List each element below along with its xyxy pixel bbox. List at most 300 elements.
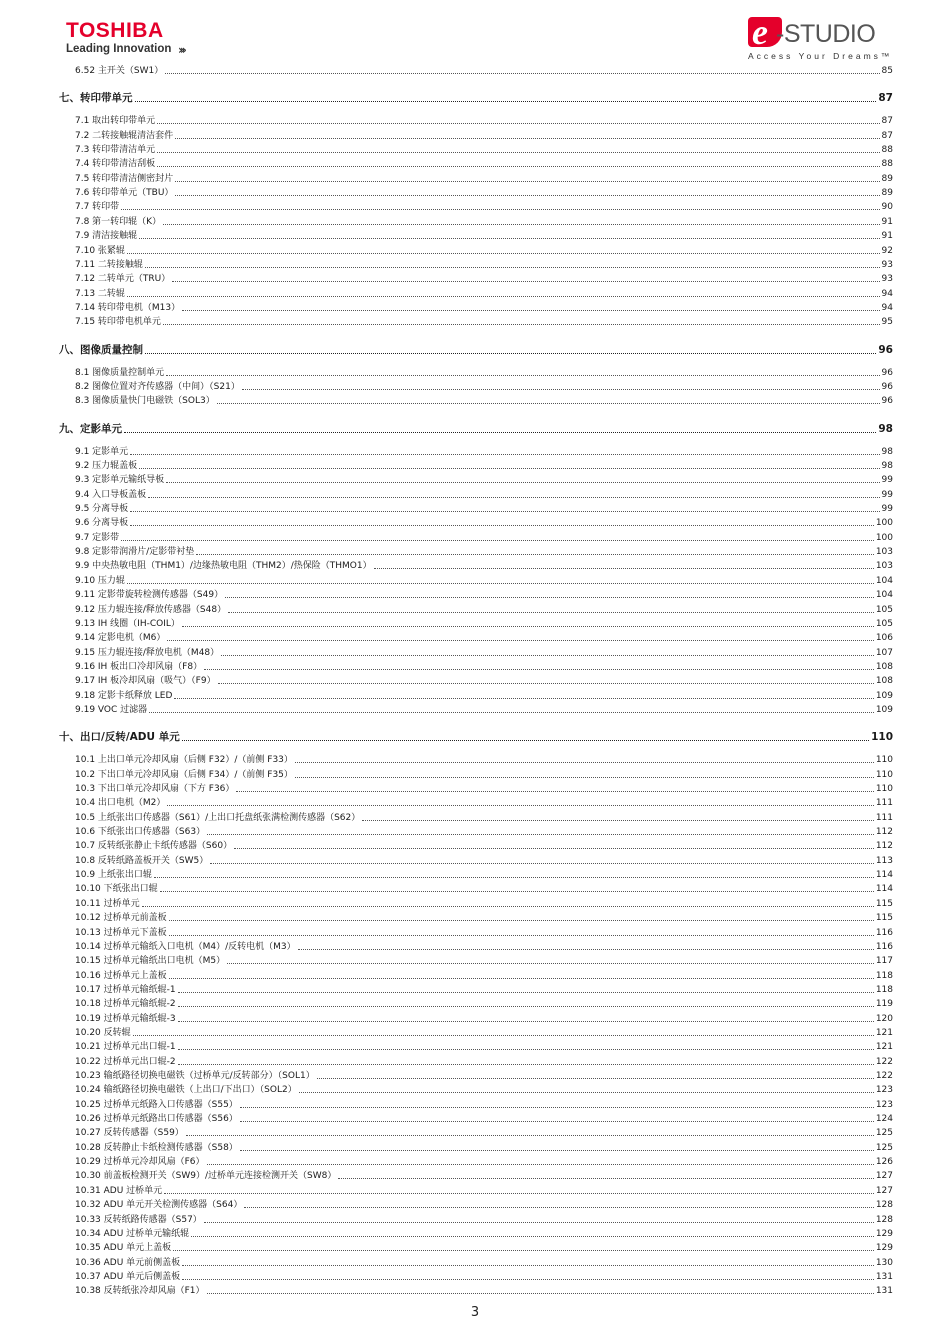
toc-entry[interactable] [75,115,893,127]
toc-entry-page: 111 [875,798,893,809]
toc-entry-page: 108 [875,661,893,672]
toc-dot-leader [186,1135,874,1136]
toc-entry[interactable] [75,955,893,967]
toc-entry-label: 8.2 图像位置对齐传感器（中间）（S21） [75,381,240,392]
toc-dot-leader [163,324,880,325]
toc-entry-label: 10.35 ADU 单元上盖板 [75,1243,172,1254]
toc-entry-page: 109 [875,704,893,715]
toc-entry-page: 116 [875,927,893,938]
tagline-arrows-icon: ››› [178,43,184,57]
toc-entry-page: 110 [871,731,893,744]
page-header [0,0,950,64]
toc-dot-leader [127,296,880,297]
toc-entry-label: 10.23 输纸路径切换电磁铁（过桥单元/反转部分）（SOL1） [75,1071,315,1081]
toc-entry-page: 87 [881,116,893,127]
toc-entry-label: 10.11 过桥单元 [75,898,140,909]
toc-entry-label: 9.9 中央热敏电阻（THM1）/边缘热敏电阻（THM2）/热保险（THMO1） [75,561,372,572]
toc-dot-leader [139,238,879,239]
toc-entry-page: 129 [875,1228,893,1239]
toc-dot-leader [178,1064,874,1065]
toc-entry[interactable] [75,517,893,529]
toc-dot-leader [234,848,874,849]
toc-dot-leader [295,777,874,778]
toc-dot-leader [148,497,879,498]
toc-dot-leader [228,612,874,613]
toc-entry[interactable] [75,1271,893,1283]
toc-dot-leader [182,1265,874,1266]
toc-entry-page: 130 [875,1257,893,1268]
toc-entry[interactable] [75,144,893,156]
toc-entry-page: 129 [875,1243,893,1254]
toc-dot-leader [169,935,874,936]
toc-dot-leader [362,820,874,821]
toc-entry-label: 10.31 ADU 过桥单元 [75,1185,163,1196]
toc-entry-label: 10.27 反转传感器（S59） [75,1128,184,1139]
toc-entry-label: 七、转印带单元 [59,92,133,105]
toc-entry-page: 115 [875,913,893,924]
toc-entry-page: 114 [875,884,893,895]
toc-dot-leader [157,166,879,167]
toc-entry[interactable] [75,1099,893,1111]
toc-dot-leader [218,683,874,684]
toc-dot-leader [154,877,874,878]
toc-entry-label: 10.37 ADU 单元后侧盖板 [75,1271,181,1282]
toc-entry-label: 7.10 张紧辊 [75,245,125,256]
toc-entry-label: 9.12 压力辊连接/释放传感器（S48） [75,604,227,615]
toc-entry[interactable] [75,173,893,185]
toc-entry-label: 9.17 IH 板冷却风扇（吸气）（F9） [75,676,216,687]
toc-entry-page: 119 [875,999,893,1010]
toc-entry-label: 10.21 过桥单元出口辊-1 [75,1042,176,1053]
toc-entry-page: 123 [875,1099,893,1110]
toc-dot-leader [191,1236,874,1237]
toc-entry[interactable] [75,1041,893,1053]
toc-entry-page: 124 [875,1114,893,1125]
toc-entry-page: 90 [881,202,893,213]
toc-entry-label: 7.7 转印带 [75,202,120,213]
toc-entry-label: 10.12 过桥单元前盖板 [75,913,167,924]
toc-entry-label: 9.7 定影带 [75,532,120,543]
toc-entry[interactable] [75,647,893,659]
toc-entry-page: 93 [881,274,893,285]
toc-entry[interactable] [75,941,893,953]
toc-entry-label: 7.2 二转接触辊清洁套件 [75,130,174,141]
toc-entry[interactable] [75,316,893,328]
toc-entry-page: 110 [875,769,893,780]
toc-entry-page: 128 [875,1200,893,1211]
toc-entry-page: 128 [875,1214,893,1225]
toc-dot-leader [172,281,879,282]
toc-entry-page: 99 [881,489,893,500]
toc-entry[interactable] [75,632,893,644]
toc-entry-page: 87 [878,92,893,105]
toc-entry[interactable] [75,1056,893,1068]
toc-entry[interactable] [75,1127,893,1139]
toc-entry-page: 89 [881,173,893,184]
toc-entry-label: 10.25 过桥单元纸路入口传感器（S55） [75,1099,238,1110]
toc-entry-page: 109 [875,690,893,701]
toc-entry-page: 121 [875,1027,893,1038]
toc-entry-label: 9.11 定影带旋转检测传感器（S49） [75,590,224,601]
toc-entry-label: 10.3 下出口单元冷却风扇（下方 F36） [75,784,235,794]
toc-dot-leader [374,568,874,569]
toc-entry-label: 9.16 IH 板出口冷却风扇（F8） [75,661,203,672]
toc-dot-leader [182,310,879,311]
toc-entry[interactable] [75,1199,893,1211]
toc-entry-label: 7.3 转印带清洁单元 [75,145,156,156]
toc-entry[interactable] [75,381,893,393]
toc-entry-page: 107 [875,647,893,658]
toc-dot-leader [127,583,874,584]
toc-entry-page: 95 [881,317,893,328]
toc-entry-label: 9.10 压力辊 [75,575,125,586]
toc-dot-leader [221,655,874,656]
toc-entry[interactable] [75,927,893,939]
toc-entry[interactable] [75,675,893,687]
toc-entry[interactable] [75,1257,893,1269]
toc-entry-label: 9.3 定影单元输纸导板 [75,475,165,486]
toc-section-heading[interactable] [59,422,893,436]
toc-entry-page: 126 [875,1157,893,1168]
toc-entry-label: 10.15 过桥单元输纸出口电机（M5） [75,956,226,967]
toc-entry-label: 10.19 过桥单元输纸辊-3 [75,1013,176,1024]
toc-entry[interactable] [75,302,893,314]
toc-entry[interactable] [75,1142,893,1154]
toc-entry-page: 98 [881,446,893,457]
toc-entry[interactable] [75,589,893,601]
toc-entry[interactable] [75,201,893,213]
toc-dot-leader [167,640,873,641]
toc-entry-label: 7.6 转印带单元（TBU） [75,188,174,199]
toc-dot-leader [166,482,879,483]
toc-entry-page: 103 [875,547,893,558]
toc-entry-page: 89 [881,188,893,199]
toc-entry-page: 94 [881,302,893,313]
toc-dot-leader [227,963,874,964]
toc-dot-leader [338,1178,873,1179]
toc-dot-leader [182,1279,874,1280]
toc-dot-leader [207,1164,874,1165]
toc-dot-leader [169,920,874,921]
toc-entry[interactable] [75,840,893,852]
toc-entry-label: 8.3 图像质量快门电磁铁（SOL3） [75,396,215,407]
toc-entry[interactable] [75,618,893,630]
toc-entry[interactable] [75,1228,893,1240]
toc-entry-page: 120 [875,1013,893,1024]
toc-entry-label: 9.2 压力辊盖板 [75,461,138,471]
toc-dot-leader [175,195,879,196]
toc-entry-label: 10.20 反转辊 [75,1027,131,1038]
toc-entry-label: 10.5 上纸张出口传感器（S61）/上出口托盘纸张满检测传感器（S62） [75,812,361,823]
toc-dot-leader [178,1006,874,1007]
estudio-e-mark: e [752,12,768,52]
toc-entry-label: 10.13 过桥单元下盖板 [75,927,167,938]
toc-section-heading[interactable] [59,343,893,357]
toc-entry-label: 7.13 二转辊 [75,288,125,299]
toc-dot-leader [149,712,874,713]
toc-entry-page: 96 [878,343,893,356]
toc-entry[interactable] [75,460,893,472]
toc-entry[interactable] [75,273,893,285]
toc-entry-label: 7.14 转印带电机（M13） [75,302,181,313]
toc-section-heading[interactable] [59,91,893,105]
toc-entry-page: 122 [875,1056,893,1067]
estudio-logo-text: -STUDIO [776,20,876,48]
toshiba-logo: TOSHIBA [66,19,164,42]
toc-entry-label: 10.7 反转纸张静止卡纸传感器（S60） [75,841,233,852]
product-slogan: Access Your Dreams™ [748,51,893,61]
toc-dot-leader [157,123,879,124]
toc-dot-leader [169,978,874,979]
toc-entry[interactable] [75,855,893,867]
toc-dot-leader [157,152,879,153]
toc-entry[interactable] [75,187,893,199]
toc-entry-page: 114 [875,870,893,881]
toc-dot-leader [317,1078,874,1079]
toc-entry[interactable] [75,883,893,895]
toc-entry-label: 9.18 定影卡纸释放 LED [75,690,173,701]
toc-entry[interactable] [75,489,893,501]
toc-entry[interactable] [75,367,893,379]
toc-entry-label: 10.10 下纸张出口辊 [75,884,158,895]
toc-entry[interactable] [75,288,893,300]
toc-entry[interactable] [75,604,893,616]
toc-entry-page: 85 [881,66,893,76]
toc-entry-label: 九、定影单元 [59,422,122,435]
toc-dot-leader [182,626,874,627]
toc-entry[interactable] [75,783,893,795]
page-number: 3 [470,1305,480,1320]
toc-entry-page: 100 [875,532,893,543]
toc-entry[interactable] [75,1156,893,1168]
toc-entry-label: 10.18 过桥单元输纸辊-2 [75,999,176,1010]
toc-dot-leader [207,1293,874,1294]
toc-entry-label: 9.1 定影单元 [75,446,129,457]
toc-entry-label: 10.9 上纸张出口辊 [75,870,152,881]
toc-entry[interactable] [75,1170,893,1182]
toc-entry-label: 9.13 IH 线圈（IH-COIL） [75,618,180,629]
toc-entry-page: 121 [875,1042,893,1053]
toc-dot-leader [178,992,874,993]
toc-entry[interactable] [75,259,893,271]
toc-dot-leader [242,389,880,390]
toc-entry-label: 10.26 过桥单元纸路出口传感器（S56） [75,1114,238,1125]
toc-entry-label: 7.15 转印带电机单元 [75,317,161,328]
toc-entry[interactable] [75,446,893,458]
toc-entry-page: 122 [875,1071,893,1081]
toc-entry[interactable] [75,65,893,77]
toc-entry-label: 10.4 出口电机（M2） [75,798,166,809]
toc-entry-page: 115 [875,898,893,909]
toc-entry[interactable] [75,912,893,924]
toc-entry-label: 10.22 过桥单元出口辊-2 [75,1056,176,1067]
toc-entry[interactable] [75,754,893,766]
toc-dot-leader [167,805,873,806]
toc-entry-page: 96 [881,381,893,392]
toc-entry-page: 93 [881,259,893,270]
toc-dot-leader [124,432,876,433]
toc-entry-page: 131 [875,1271,893,1282]
toc-entry-page: 96 [881,367,893,378]
toc-entry-label: 10.30 前盖板检测开关（SW9）/过桥单元连接检测开关（SW8） [75,1171,337,1182]
toc-entry[interactable] [75,395,893,407]
toc-entry-page: 111 [875,812,893,823]
toc-entry-label: 9.8 定影带润滑片/定影带衬垫 [75,547,195,558]
toc-entry[interactable] [75,1084,893,1096]
toc-dot-leader [196,554,874,555]
toc-entry-label: 7.9 清洁接触辊 [75,231,138,242]
toc-entry-label: 10.24 输纸路径切换电磁铁（上出口/下出口）（SOL2） [75,1085,297,1096]
toc-entry[interactable] [75,769,893,781]
toc-entry[interactable] [75,575,893,587]
toc-entry-label: 10.8 反转纸路盖板开关（SW5） [75,855,209,866]
toc-entry-page: 87 [881,130,893,141]
toc-entry[interactable] [75,216,893,228]
toc-entry-page: 108 [875,676,893,687]
toc-entry-page: 104 [875,575,893,586]
toc-dot-leader [207,834,874,835]
toc-entry[interactable] [75,158,893,170]
toc-entry-label: 9.14 定影电机（M6） [75,633,166,644]
toc-entry[interactable] [75,474,893,486]
toc-entry[interactable] [75,1013,893,1025]
toc-entry-label: 7.4 转印带清洁刮板 [75,159,156,170]
toc-entry[interactable] [75,1285,893,1297]
toc-entry-page: 91 [881,231,893,242]
toc-entry-page: 123 [875,1085,893,1096]
toc-entry-page: 113 [875,855,893,866]
toc-entry-page: 96 [881,396,893,407]
toc-entry-page: 110 [875,784,893,794]
toc-entry-page: 88 [881,159,893,170]
toc-entry-label: 10.2 下出口单元冷却风扇（后侧 F34）/（前侧 F35） [75,769,293,780]
toc-entry[interactable] [75,1070,893,1082]
toc-entry-label: 10.32 ADU 单元开关检测传感器（S64） [75,1200,243,1211]
toc-entry[interactable] [75,826,893,838]
toc-entry-label: 10.16 过桥单元上盖板 [75,970,167,981]
toc-dot-leader [182,740,869,741]
toc-entry[interactable] [75,898,893,910]
toc-dot-leader [225,597,874,598]
toc-entry-page: 105 [875,604,893,615]
toc-dot-leader [164,1193,874,1194]
toc-dot-leader [130,511,879,512]
toc-entry-label: 7.8 第一转印辊（K） [75,216,162,227]
toc-section-heading[interactable] [59,730,893,744]
toc-entry[interactable] [75,998,893,1010]
toc-entry-page: 104 [875,590,893,601]
toc-entry-label: 9.15 压力辊连接/释放电机（M48） [75,647,220,658]
toc-entry-label: 7.5 转印带清洁侧密封片 [75,173,174,184]
toc-dot-leader [178,1049,874,1050]
toc-dot-leader [121,540,874,541]
toc-entry[interactable] [75,1242,893,1254]
toc-entry[interactable] [75,1113,893,1125]
toc-dot-leader [240,1150,874,1151]
toc-dot-leader [175,181,879,182]
toc-entry[interactable] [75,532,893,544]
toc-entry-label: 6.52 主开关（SW1） [75,66,164,76]
toc-entry-page: 125 [875,1128,893,1139]
toc-entry[interactable] [75,560,893,572]
toc-entry-label: 7.1 取出转印带单元 [75,116,156,127]
toc-entry-label: 十、出口/反转/ADU 单元 [59,731,180,744]
toc-entry-label: 9.6 分离导板 [75,518,129,529]
toc-entry[interactable] [75,661,893,673]
toc-dot-leader [135,101,877,102]
toc-dot-leader [240,1121,874,1122]
toc-entry[interactable] [75,690,893,702]
toc-entry[interactable] [75,1185,893,1197]
toc-entry[interactable] [75,230,893,242]
toc-entry[interactable] [75,130,893,142]
toc-entry-page: 91 [881,216,893,227]
toc-entry[interactable] [75,1214,893,1226]
toc-entry-page: 118 [875,970,893,981]
toc-dot-leader [204,669,874,670]
toc-entry[interactable] [75,970,893,982]
toc-entry-label: 10.34 ADU 过桥单元输纸辊 [75,1228,190,1239]
toc-dot-leader [139,468,879,469]
toc-dot-leader [295,762,874,763]
toc-entry[interactable] [75,546,893,558]
toc-dot-leader [130,525,874,526]
toc-entry-label: 7.12 二转单元（TRU） [75,274,171,285]
toc-dot-leader [217,403,880,404]
toc-entry[interactable] [75,797,893,809]
toc-entry-label: 9.19 VOC 过滤器 [75,704,148,715]
toc-entry-label: 10.1 上出口单元冷却风扇（后侧 F32）/（前侧 F33） [75,755,293,766]
toc-dot-leader [163,224,879,225]
toc-entry-page: 112 [875,841,893,852]
toc-dot-leader [165,73,879,74]
toc-entry-page: 127 [875,1185,893,1196]
toc-entry-page: 118 [875,984,893,995]
toc-dot-leader [174,698,873,699]
toc-dot-leader [145,353,876,354]
toc-entry-label: 9.5 分离导板 [75,504,129,515]
toc-entry[interactable] [75,503,893,515]
toc-dot-leader [236,791,873,792]
toc-entry-page: 116 [875,941,893,952]
toc-entry[interactable] [75,1027,893,1039]
toc-dot-leader [145,267,880,268]
toc-dot-leader [175,138,879,139]
toc-entry[interactable] [75,984,893,996]
toc-entry-page: 117 [875,956,893,967]
toc-dot-leader [160,891,874,892]
toc-entry-label: 10.29 过桥单元冷却风扇（F6） [75,1157,205,1168]
toc-entry-page: 131 [875,1286,893,1297]
toc-entry-page: 127 [875,1171,893,1182]
toc-dot-leader [178,1021,874,1022]
toc-entry[interactable] [75,812,893,824]
toc-dot-leader [244,1207,873,1208]
toc-entry[interactable] [75,704,893,716]
toc-entry[interactable] [75,245,893,257]
toc-dot-leader [130,454,879,455]
toc-entry-page: 98 [881,461,893,471]
toc-entry-label: 10.36 ADU 单元前侧盖板 [75,1257,181,1268]
toc-entry[interactable] [75,869,893,881]
toc-dot-leader [173,1250,874,1251]
toc-dot-leader [298,949,874,950]
toc-dot-leader [240,1107,874,1108]
toc-dot-leader [299,1092,874,1093]
toc-entry-page: 112 [875,827,893,838]
toc-entry-label: 10.17 过桥单元输纸辊-1 [75,984,176,995]
toc-entry-label: 7.11 二转接触辊 [75,259,143,270]
